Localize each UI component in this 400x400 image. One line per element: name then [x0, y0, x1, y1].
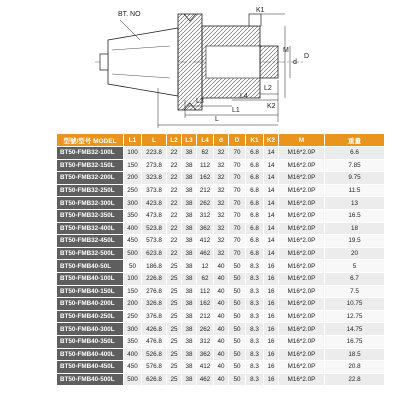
cell-model: BT50-FMB32-400L — [57, 222, 124, 235]
col-header-m: M — [279, 134, 325, 147]
cell-d: 32 — [214, 197, 229, 210]
cell-d: 32 — [214, 222, 229, 235]
cell-l1: 350 — [124, 209, 142, 222]
col-header-l3: L3 — [182, 134, 197, 147]
cell-big-d: 70 — [229, 235, 246, 248]
cell-m: M16*2.0P — [279, 298, 325, 311]
cell-k2: 16 — [264, 348, 279, 361]
table-row — [57, 285, 385, 298]
table-row — [57, 323, 385, 336]
cell-model: BT50-FMB40-50L — [57, 260, 124, 273]
bore — [206, 46, 260, 78]
cell-l3: 38 — [182, 159, 197, 172]
cell-l: 476.8 — [142, 335, 167, 348]
cell-l2: 25 — [167, 323, 182, 336]
header-row — [57, 134, 385, 147]
cell-d: 32 — [214, 209, 229, 222]
cell-l4: 362 — [197, 222, 214, 235]
cell-l: 523.8 — [142, 222, 167, 235]
cell-l1: 500 — [124, 247, 142, 260]
cell-k1: 6.8 — [246, 159, 264, 172]
cell-l3: 38 — [182, 335, 197, 348]
cell-m: M16*2.0P — [279, 247, 325, 260]
cell-l1: 100 — [124, 147, 142, 160]
cell-weight: 18.5 — [325, 348, 385, 361]
cell-l: 323.8 — [142, 172, 167, 185]
cell-m: M16*2.0P — [279, 235, 325, 248]
table-row — [57, 260, 385, 273]
cell-k2: 16 — [264, 373, 279, 386]
cell-weight: 19.5 — [325, 235, 385, 248]
cell-m: M16*2.0P — [279, 335, 325, 348]
col-header-k2: K2 — [264, 134, 279, 147]
cell-m: M16*2.0P — [279, 323, 325, 336]
cell-d: 40 — [214, 298, 229, 311]
cell-d: 40 — [214, 323, 229, 336]
cell-d: 40 — [214, 260, 229, 273]
cell-m: M16*2.0P — [279, 197, 325, 210]
col-header-k1: K1 — [246, 134, 264, 147]
cell-k1: 6.8 — [246, 184, 264, 197]
cell-big-d: 50 — [229, 361, 246, 374]
cell-k1: 8.3 — [246, 323, 264, 336]
flange — [178, 14, 202, 110]
cell-l2: 25 — [167, 272, 182, 285]
cell-big-d: 70 — [229, 222, 246, 235]
cell-k1: 8.3 — [246, 260, 264, 273]
cell-l: 276.8 — [142, 285, 167, 298]
cell-m: M16*2.0P — [279, 348, 325, 361]
cell-k1: 6.8 — [246, 247, 264, 260]
cell-l2: 25 — [167, 260, 182, 273]
cell-big-d: 50 — [229, 335, 246, 348]
cell-k1: 8.3 — [246, 285, 264, 298]
cell-m: M16*2.0P — [279, 222, 325, 235]
cell-l2: 25 — [167, 348, 182, 361]
cell-weight: 10.75 — [325, 298, 385, 311]
cell-big-d: 50 — [229, 285, 246, 298]
cell-l3: 38 — [182, 310, 197, 323]
cell-big-d: 50 — [229, 323, 246, 336]
cell-l4: 362 — [197, 348, 214, 361]
table-row — [57, 147, 385, 160]
spigot — [260, 46, 278, 78]
cell-k1: 6.8 — [246, 209, 264, 222]
cell-m: M16*2.0P — [279, 147, 325, 160]
cell-l2: 25 — [167, 373, 182, 386]
cell-l2: 22 — [167, 172, 182, 185]
table-row — [57, 222, 385, 235]
cell-l1: 400 — [124, 222, 142, 235]
cell-model: BT50-FMB40-250L — [57, 310, 124, 323]
cell-d: 32 — [214, 159, 229, 172]
table-row — [57, 159, 385, 172]
cell-model: BT50-FMB40-500L — [57, 373, 124, 386]
cell-big-d: 70 — [229, 184, 246, 197]
col-header-model: 型號/型号 MODEL — [57, 134, 124, 147]
cell-l: 373.8 — [142, 184, 167, 197]
cell-l2: 25 — [167, 361, 182, 374]
cell-weight: 20 — [325, 247, 385, 260]
cell-l3: 38 — [182, 147, 197, 160]
cell-m: M16*2.0P — [279, 159, 325, 172]
table-row — [57, 272, 385, 285]
tool-holder-drawing — [0, 0, 400, 135]
cell-k1: 8.3 — [246, 373, 264, 386]
cell-k1: 6.8 — [246, 172, 264, 185]
cell-model: BT50-FMB32-150L — [57, 159, 124, 172]
cell-k2: 16 — [264, 260, 279, 273]
table-row — [57, 197, 385, 210]
cell-k2: 14 — [264, 172, 279, 185]
cell-big-d: 70 — [229, 172, 246, 185]
cell-l3: 38 — [182, 235, 197, 248]
cell-k2: 14 — [264, 184, 279, 197]
cell-k2: 14 — [264, 197, 279, 210]
l3-label: L3 — [196, 98, 204, 105]
cell-m: M16*2.0P — [279, 361, 325, 374]
cell-m: M16*2.0P — [279, 172, 325, 185]
cell-weight: 7.5 — [325, 285, 385, 298]
cell-l2: 25 — [167, 298, 182, 311]
d-big-label: D — [304, 53, 310, 60]
cell-d: 40 — [214, 285, 229, 298]
cell-l: 423.8 — [142, 197, 167, 210]
cell-weight: 20.8 — [325, 361, 385, 374]
cell-m: M16*2.0P — [279, 285, 325, 298]
cell-k1: 8.3 — [246, 310, 264, 323]
cell-l2: 22 — [167, 235, 182, 248]
cell-m: M16*2.0P — [279, 209, 325, 222]
cell-l4: 112 — [197, 285, 214, 298]
cell-model: BT50-FMB32-450L — [57, 235, 124, 248]
cell-l4: 262 — [197, 197, 214, 210]
table-row — [57, 298, 385, 311]
cell-l: 376.8 — [142, 310, 167, 323]
cell-l3: 38 — [182, 298, 197, 311]
cell-l3: 38 — [182, 361, 197, 374]
cell-k1: 6.8 — [246, 235, 264, 248]
cell-weight: 6.7 — [325, 272, 385, 285]
cell-d: 32 — [214, 235, 229, 248]
col-header-l: L — [142, 134, 167, 147]
cell-l3: 38 — [182, 247, 197, 260]
cell-l: 326.8 — [142, 298, 167, 311]
cell-l3: 38 — [182, 272, 197, 285]
cell-weight: 11.5 — [325, 184, 385, 197]
cell-l2: 22 — [167, 197, 182, 210]
cell-l4: 312 — [197, 209, 214, 222]
cell-model: BT50-FMB32-250L — [57, 184, 124, 197]
cell-d: 40 — [214, 361, 229, 374]
col-header-d: d — [214, 134, 229, 147]
cell-big-d: 70 — [229, 147, 246, 160]
cell-l3: 38 — [182, 184, 197, 197]
cell-l: 573.8 — [142, 235, 167, 248]
cell-l: 426.8 — [142, 323, 167, 336]
cell-l2: 22 — [167, 247, 182, 260]
cell-l2: 22 — [167, 222, 182, 235]
cell-l4: 462 — [197, 373, 214, 386]
cell-d: 32 — [214, 184, 229, 197]
table-row — [57, 209, 385, 222]
cell-k2: 14 — [264, 159, 279, 172]
spec-table — [56, 133, 385, 386]
cell-model: BT50-FMB40-150L — [57, 285, 124, 298]
cell-l: 473.8 — [142, 209, 167, 222]
cell-weight: 12.75 — [325, 310, 385, 323]
cell-weight: 16.75 — [325, 335, 385, 348]
cell-d: 40 — [214, 272, 229, 285]
pull-stud — [100, 54, 108, 70]
table-row — [57, 172, 385, 185]
cell-k1: 8.3 — [246, 298, 264, 311]
bt-no-label: BT. NO — [118, 11, 141, 18]
cell-d: 40 — [214, 310, 229, 323]
cell-big-d: 70 — [229, 197, 246, 210]
cell-l4: 312 — [197, 335, 214, 348]
cell-model: BT50-FMB32-500L — [57, 247, 124, 260]
cell-model: BT50-FMB40-100L — [57, 272, 124, 285]
table-row — [57, 235, 385, 248]
col-header-l4: L4 — [197, 134, 214, 147]
cell-model: BT50-FMB32-300L — [57, 197, 124, 210]
cell-l2: 25 — [167, 310, 182, 323]
cell-l1: 100 — [124, 272, 142, 285]
cell-model: BT50-FMB40-400L — [57, 348, 124, 361]
cell-l1: 300 — [124, 323, 142, 336]
cell-l1: 50 — [124, 260, 142, 273]
k1-label: K1 — [256, 7, 265, 14]
cell-l4: 162 — [197, 172, 214, 185]
cell-l2: 22 — [167, 159, 182, 172]
cell-l4: 412 — [197, 235, 214, 248]
cell-k1: 8.3 — [246, 335, 264, 348]
cell-model: BT50-FMB40-300L — [57, 323, 124, 336]
cell-l1: 450 — [124, 361, 142, 374]
taper-shank — [108, 28, 178, 96]
cell-model: BT50-FMB32-350L — [57, 209, 124, 222]
cell-l: 626.8 — [142, 373, 167, 386]
cell-l: 623.8 — [142, 247, 167, 260]
cell-l1: 400 — [124, 348, 142, 361]
cell-l2: 22 — [167, 209, 182, 222]
cell-weight: 18 — [325, 222, 385, 235]
cell-model: BT50-FMB40-200L — [57, 298, 124, 311]
cell-k2: 16 — [264, 323, 279, 336]
table-row — [57, 348, 385, 361]
cell-l4: 62 — [197, 272, 214, 285]
cell-k2: 16 — [264, 298, 279, 311]
cell-l1: 250 — [124, 310, 142, 323]
cell-l: 226.8 — [142, 272, 167, 285]
cell-l3: 38 — [182, 260, 197, 273]
cell-l4: 212 — [197, 184, 214, 197]
cell-l3: 38 — [182, 323, 197, 336]
cell-k1: 8.3 — [246, 272, 264, 285]
col-header-l1: L1 — [124, 134, 142, 147]
cell-weight: 9.75 — [325, 172, 385, 185]
cell-k1: 6.8 — [246, 197, 264, 210]
cell-k2: 16 — [264, 272, 279, 285]
cell-l3: 38 — [182, 172, 197, 185]
cell-model: BT50-FMB32-200L — [57, 172, 124, 185]
cell-model: BT50-FMB40-450L — [57, 361, 124, 374]
cell-l4: 262 — [197, 323, 214, 336]
cell-l: 526.8 — [142, 348, 167, 361]
cell-m: M16*2.0P — [279, 272, 325, 285]
cell-l1: 300 — [124, 197, 142, 210]
cell-big-d: 50 — [229, 310, 246, 323]
col-header-weight: 重量 — [325, 134, 385, 147]
cell-d: 32 — [214, 172, 229, 185]
cell-l1: 200 — [124, 172, 142, 185]
cell-big-d: 50 — [229, 298, 246, 311]
cell-m: M16*2.0P — [279, 310, 325, 323]
l2-label: L2 — [264, 85, 272, 92]
cell-model: BT50-FMB40-350L — [57, 335, 124, 348]
cell-d: 32 — [214, 247, 229, 260]
cell-l3: 38 — [182, 373, 197, 386]
cell-l1: 500 — [124, 373, 142, 386]
cell-k2: 14 — [264, 222, 279, 235]
drive-key — [249, 14, 261, 26]
cell-d: 40 — [214, 373, 229, 386]
cell-l4: 212 — [197, 310, 214, 323]
cell-l4: 162 — [197, 298, 214, 311]
cell-l4: 462 — [197, 247, 214, 260]
table-row — [57, 310, 385, 323]
cell-d: 40 — [214, 335, 229, 348]
cell-l2: 22 — [167, 147, 182, 160]
l-label: L — [215, 116, 219, 123]
cell-l1: 150 — [124, 285, 142, 298]
table-row — [57, 335, 385, 348]
cell-weight: 7.85 — [325, 159, 385, 172]
cell-l2: 25 — [167, 335, 182, 348]
cell-weight: 6.6 — [325, 147, 385, 160]
cell-l3: 38 — [182, 348, 197, 361]
l4-label: L4 — [240, 93, 248, 100]
cell-big-d: 50 — [229, 272, 246, 285]
cell-big-d: 70 — [229, 209, 246, 222]
table-row — [57, 361, 385, 374]
cell-l2: 22 — [167, 184, 182, 197]
cell-l4: 62 — [197, 147, 214, 160]
cell-weight: 5 — [325, 260, 385, 273]
cell-l: 223.8 — [142, 147, 167, 160]
cell-l4: 12 — [197, 260, 214, 273]
cell-l1: 350 — [124, 335, 142, 348]
cell-m: M16*2.0P — [279, 373, 325, 386]
cell-l2: 25 — [167, 285, 182, 298]
cell-l4: 412 — [197, 361, 214, 374]
table-row — [57, 247, 385, 260]
cell-weight: 14.75 — [325, 323, 385, 336]
l1-label: L1 — [232, 107, 240, 114]
k2-label: K2 — [267, 103, 276, 110]
d-small-label: d — [293, 59, 297, 66]
cell-k2: 16 — [264, 310, 279, 323]
cell-d: 40 — [214, 348, 229, 361]
cell-weight: 22.8 — [325, 373, 385, 386]
table-row — [57, 184, 385, 197]
cell-k2: 16 — [264, 335, 279, 348]
cell-l4: 112 — [197, 159, 214, 172]
cell-big-d: 50 — [229, 348, 246, 361]
cell-d: 32 — [214, 147, 229, 160]
cell-k1: 6.8 — [246, 147, 264, 160]
cell-l3: 38 — [182, 197, 197, 210]
cell-k1: 8.3 — [246, 348, 264, 361]
cell-big-d: 50 — [229, 260, 246, 273]
cell-k2: 14 — [264, 209, 279, 222]
cell-big-d: 70 — [229, 159, 246, 172]
cell-l3: 38 — [182, 285, 197, 298]
table-head — [57, 134, 385, 147]
col-header-big-d: D — [229, 134, 246, 147]
cell-l1: 200 — [124, 298, 142, 311]
cell-l1: 450 — [124, 235, 142, 248]
cell-l1: 250 — [124, 184, 142, 197]
cell-k1: 6.8 — [246, 222, 264, 235]
m-label: M — [283, 47, 289, 54]
cell-model: BT50-FMB32-100L — [57, 147, 124, 160]
cell-m: M16*2.0P — [279, 260, 325, 273]
cell-weight: 16.5 — [325, 209, 385, 222]
cell-l3: 38 — [182, 209, 197, 222]
cell-k2: 14 — [264, 147, 279, 160]
cell-l: 273.8 — [142, 159, 167, 172]
cell-weight: 13 — [325, 197, 385, 210]
cell-k2: 16 — [264, 285, 279, 298]
cell-l3: 38 — [182, 222, 197, 235]
cell-l: 576.8 — [142, 361, 167, 374]
table-body — [57, 147, 385, 386]
cell-m: M16*2.0P — [279, 184, 325, 197]
cell-big-d: 50 — [229, 373, 246, 386]
table-row — [57, 373, 385, 386]
cell-big-d: 70 — [229, 247, 246, 260]
cell-k2: 14 — [264, 235, 279, 248]
cell-l: 186.8 — [142, 260, 167, 273]
col-header-l2: L2 — [167, 134, 182, 147]
cell-l1: 150 — [124, 159, 142, 172]
cell-k2: 14 — [264, 247, 279, 260]
cell-k2: 16 — [264, 361, 279, 374]
cell-k1: 8.3 — [246, 361, 264, 374]
